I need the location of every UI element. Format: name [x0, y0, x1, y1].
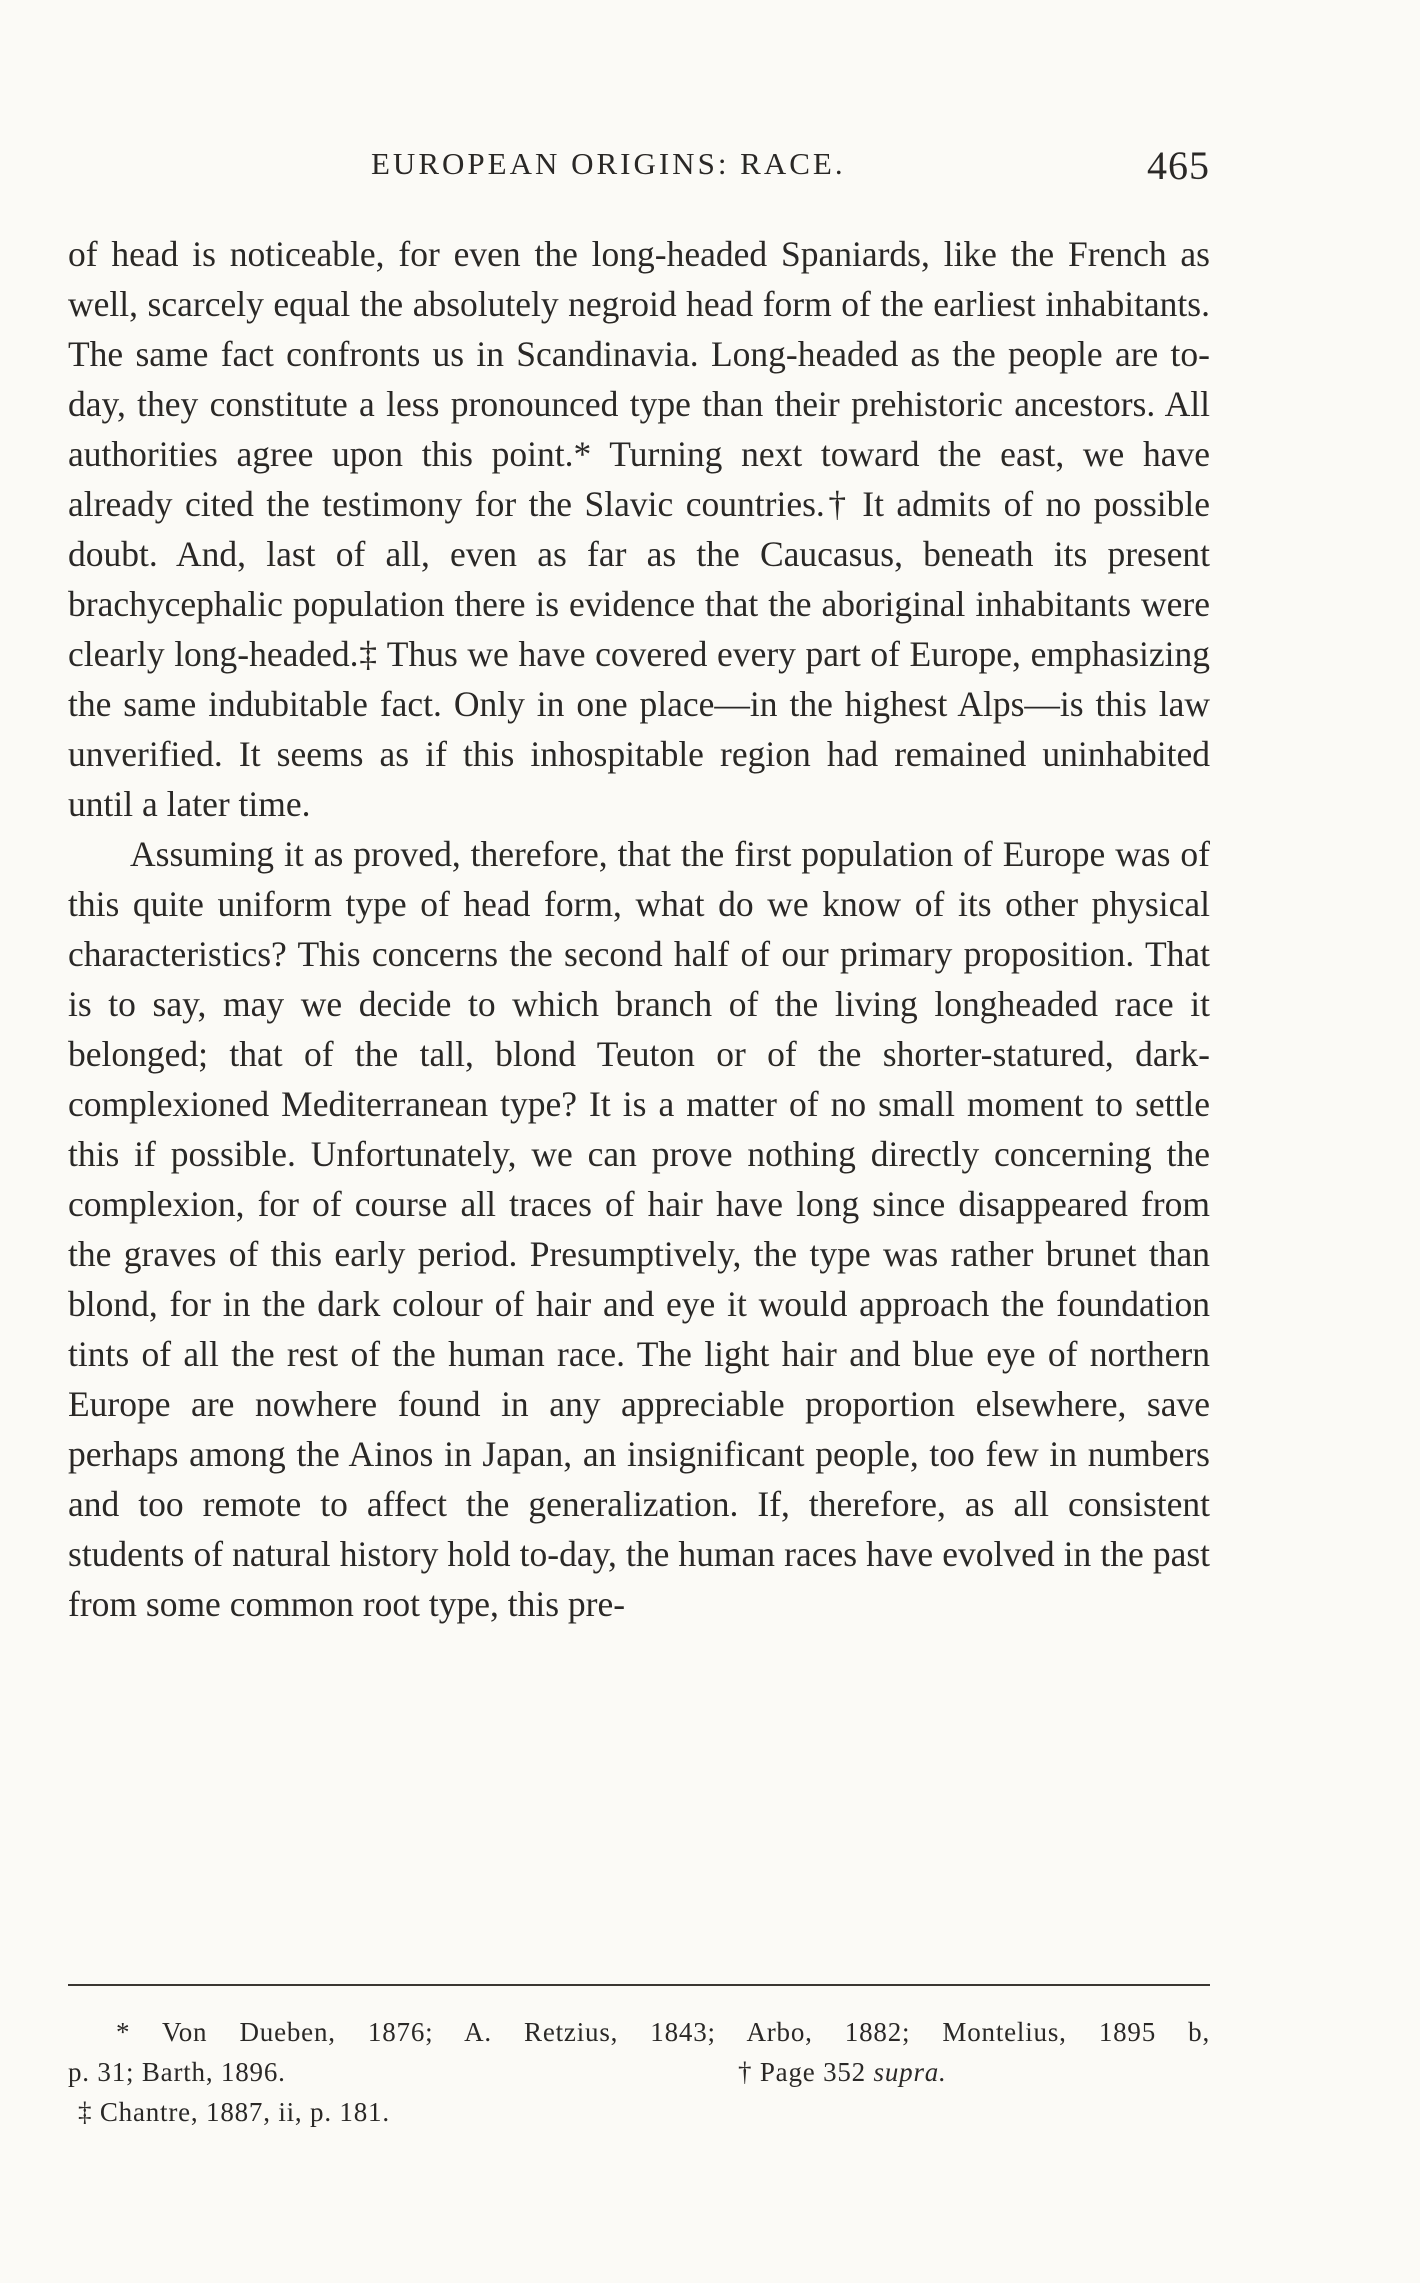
footnote-divider — [68, 1984, 1210, 1986]
footnote-star-continuation: p. 31; Barth, 1896. — [68, 2057, 286, 2087]
paragraph-2: Assuming it as proved, therefore, that the first population of Europe was of this quite uniform type of head form, what do we know of its other physical characteristics? This concerns the second half of our primary proposition. That is to say, may we decide to which branch of the living longheaded race it belonged; that of the tall, blond Teuton or of the shorter-statured, dark-complexioned Mediterranean type? It is a matter of no small moment to settle this if possible. Unfortunately, we can prove nothing directly concerning the complexion, for of course all traces of hair have long since disappeared from the graves of this early period. Presumptively, the type was rather brunet than blond, for in the dark colour of hair and eye it would approach the foundation tints of all the rest of the human race. The light hair and blue eye of northern Europe are nowhere found in any appreciable proportion elsewhere, save perhaps among the Ainos in Japan, an insignificant people, too few in numbers and too remote to affect the generalization. If, therefore, as all consistent students of natural history hold to-day, the human races have evolved in the past from some common root type, this pre- — [68, 834, 1210, 1624]
footnote-dagger-text: † Page 352 — [738, 2057, 866, 2087]
footnote-star: * Von Dueben, 1876; A. Retzius, 1843; Arbo, 1882; Montelius, 1895 b, — [116, 2017, 1210, 2047]
footnote-dagger — [738, 2052, 947, 2092]
running-head — [68, 140, 1210, 200]
paragraph-1: of head is noticeable, for even the long-headed Spaniards, like the French as well, scarcely equal the absolutely negroid head form of the earliest inhabitants. The same fact confronts us in Scandinavia. Long-headed as the people are to-day, they constitute a less pronounced type than their prehistoric ancestors. All authorities agree upon this point.* Turning next toward the east, we have already cited the testimony for the Slavic countries.† It admits of no possible doubt. And, last of all, even as far as the Caucasus, beneath its present brachycephalic population there is evidence that the aboriginal inhabitants were clearly long-headed.‡ Thus we have covered every part of Europe, emphasizing the same indubitable fact. Only in one place—in the highest Alps—is this law unverified. It seems as if this inhospitable region had remained uninhabited until a later time. — [68, 234, 1210, 824]
footnote-dagger-italic: supra. — [873, 2057, 947, 2087]
body-text — [68, 229, 1210, 1629]
page-number: 465 — [1147, 143, 1210, 188]
running-head-title: EUROPEAN ORIGINS: RACE. — [371, 146, 846, 181]
footnote-star-continued — [68, 2052, 1210, 2092]
footnotes — [68, 2012, 1210, 2132]
footnote-double-dagger: ‡ Chantre, 1887, ii, p. 181. — [78, 2097, 390, 2127]
